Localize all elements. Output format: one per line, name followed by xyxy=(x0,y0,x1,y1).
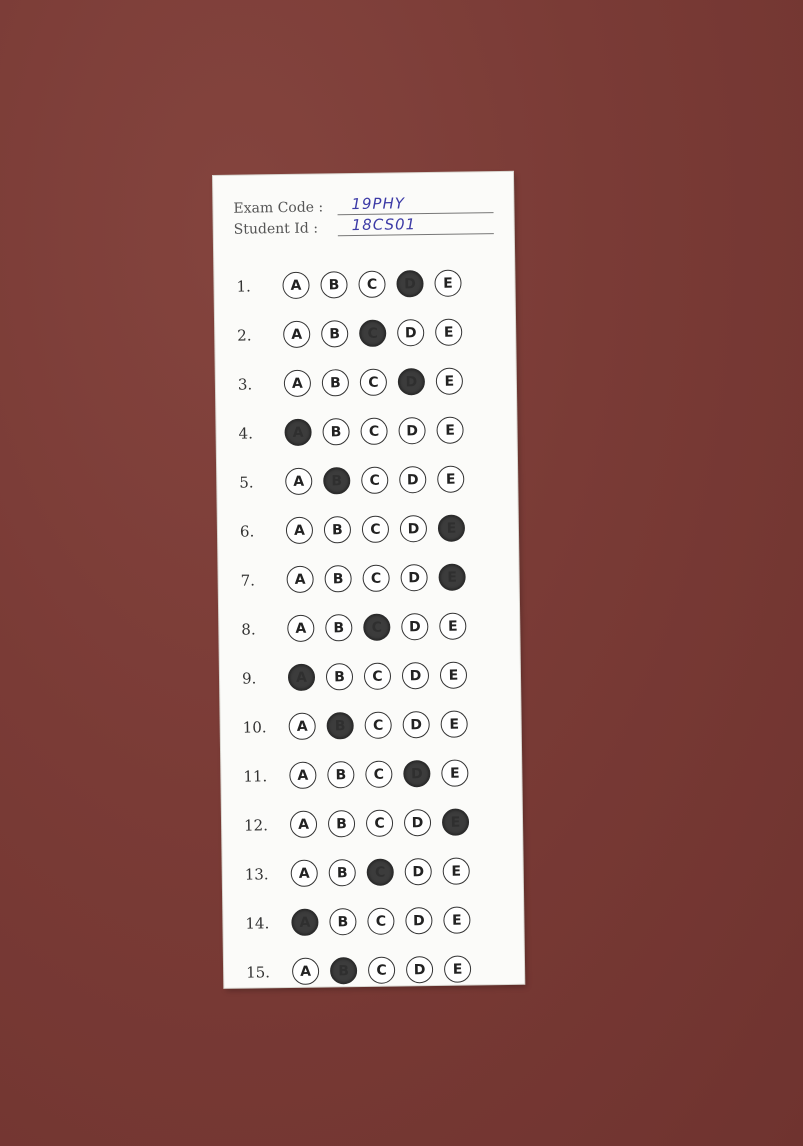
answer-bubble-a[interactable]: A xyxy=(286,517,313,544)
answer-bubble-d[interactable]: D xyxy=(398,417,425,444)
answer-bubble-b[interactable]: B xyxy=(324,565,351,592)
question-number: 2. xyxy=(237,325,252,345)
answer-bubble-a[interactable]: A xyxy=(287,615,314,642)
answer-bubble-c[interactable]: C xyxy=(366,810,393,837)
answer-bubble-b[interactable]: B xyxy=(329,908,356,935)
answer-bubble-c[interactable]: C xyxy=(362,565,389,592)
answer-bubble-b[interactable]: B xyxy=(327,712,354,739)
answer-bubble-e[interactable]: E xyxy=(439,613,466,640)
question-row xyxy=(245,895,482,947)
answer-bubble-e[interactable]: E xyxy=(436,368,463,395)
answer-bubble-b[interactable]: B xyxy=(329,859,356,886)
answer-bubble-d[interactable]: D xyxy=(396,270,423,297)
answer-bubble-d[interactable]: D xyxy=(401,613,428,640)
question-row xyxy=(243,748,480,800)
answer-bubble-e[interactable]: E xyxy=(444,955,471,982)
answer-bubble-a[interactable]: A xyxy=(283,321,310,348)
answer-bubble-a[interactable]: A xyxy=(292,958,319,985)
student-id-label: Student Id : xyxy=(233,220,319,238)
answer-bubble-d[interactable]: D xyxy=(404,809,431,836)
answer-bubble-c[interactable]: C xyxy=(364,712,391,739)
answer-bubble-d[interactable]: D xyxy=(400,564,427,591)
answer-bubble-e[interactable]: E xyxy=(442,808,469,835)
answer-bubble-a[interactable]: A xyxy=(288,664,315,691)
answer-bubble-d[interactable]: D xyxy=(402,711,429,738)
question-row xyxy=(239,454,476,506)
answer-bubble-b[interactable]: B xyxy=(325,614,352,641)
question-row xyxy=(242,650,479,702)
question-row xyxy=(242,699,479,751)
answer-bubble-b[interactable]: B xyxy=(324,516,351,543)
answer-bubble-e[interactable]: E xyxy=(440,662,467,689)
question-number: 13. xyxy=(244,864,269,884)
question-number: 14. xyxy=(245,913,270,933)
question-row xyxy=(240,503,477,555)
question-number: 4. xyxy=(238,423,254,443)
question-row xyxy=(237,307,474,359)
answer-bubble-e[interactable]: E xyxy=(438,515,465,542)
answer-bubble-d[interactable]: D xyxy=(405,907,432,934)
sheet-header xyxy=(233,192,494,238)
answer-bubble-a[interactable]: A xyxy=(284,370,311,397)
answer-bubble-b[interactable]: B xyxy=(328,810,355,837)
answer-bubble-c[interactable]: C xyxy=(360,369,387,396)
answer-bubble-c[interactable]: C xyxy=(358,271,385,298)
question-number: 12. xyxy=(243,815,269,835)
answer-bubble-c[interactable]: C xyxy=(363,614,390,641)
answer-bubble-d[interactable]: D xyxy=(405,858,432,885)
question-row xyxy=(244,846,481,898)
answer-bubble-c[interactable]: C xyxy=(364,663,391,690)
question-row xyxy=(244,797,481,849)
answer-bubble-b[interactable]: B xyxy=(320,271,347,298)
question-row xyxy=(246,944,483,996)
answer-bubble-e[interactable]: E xyxy=(441,759,468,786)
answer-bubble-b[interactable]: B xyxy=(322,369,349,396)
answer-bubble-c[interactable]: C xyxy=(368,957,395,984)
question-number: 9. xyxy=(241,668,257,688)
answer-bubble-d[interactable]: D xyxy=(397,319,424,346)
answer-bubble-c[interactable]: C xyxy=(359,320,386,347)
answer-bubble-d[interactable]: D xyxy=(403,760,430,787)
question-row xyxy=(238,405,475,457)
answer-bubble-c[interactable]: C xyxy=(365,761,392,788)
answer-bubble-e[interactable]: E xyxy=(435,319,462,346)
answer-bubble-a[interactable]: A xyxy=(291,909,318,936)
question-row xyxy=(240,552,477,604)
question-number: 5. xyxy=(239,472,254,492)
question-number: 1. xyxy=(236,276,251,296)
answer-bubble-d[interactable]: D xyxy=(406,956,433,983)
answer-bubble-a[interactable]: A xyxy=(286,566,313,593)
exam-code-label: Exam Code : xyxy=(233,199,324,217)
question-number: 7. xyxy=(240,570,256,590)
question-number: 6. xyxy=(239,521,255,541)
answer-bubble-b[interactable]: B xyxy=(330,957,357,984)
question-number: 8. xyxy=(241,619,256,639)
answer-bubble-d[interactable]: D xyxy=(402,662,429,689)
question-list xyxy=(236,258,482,996)
question-number: 3. xyxy=(237,374,253,394)
answer-bubble-a[interactable]: A xyxy=(284,419,311,446)
answer-bubble-a[interactable]: A xyxy=(289,713,316,740)
answer-bubble-e[interactable]: E xyxy=(443,857,470,884)
question-row xyxy=(238,356,475,408)
answer-bubble-d[interactable]: D xyxy=(400,515,427,542)
answer-bubble-c[interactable]: C xyxy=(360,418,387,445)
answer-bubble-b[interactable]: B xyxy=(327,761,354,788)
answer-bubble-a[interactable]: A xyxy=(291,860,318,887)
answer-bubble-b[interactable]: B xyxy=(322,418,349,445)
answer-bubble-c[interactable]: C xyxy=(362,516,389,543)
answer-bubble-b[interactable]: B xyxy=(323,467,350,494)
question-number: 10. xyxy=(242,717,267,737)
omr-answer-sheet xyxy=(213,172,524,988)
answer-bubble-e[interactable]: E xyxy=(437,466,464,493)
question-row xyxy=(236,258,473,310)
question-row xyxy=(241,601,478,653)
answer-bubble-d[interactable]: D xyxy=(398,368,425,395)
answer-bubble-e[interactable]: E xyxy=(434,270,461,297)
answer-bubble-b[interactable]: B xyxy=(326,663,353,690)
answer-bubble-a[interactable]: A xyxy=(282,272,309,299)
answer-bubble-e[interactable]: E xyxy=(440,710,467,737)
answer-bubble-c[interactable]: C xyxy=(367,859,394,886)
answer-bubble-b[interactable]: B xyxy=(321,320,348,347)
question-number: 11. xyxy=(243,766,268,786)
exam-code-value: 19PHY xyxy=(337,193,493,215)
exam-code-row xyxy=(233,192,493,217)
question-number: 15. xyxy=(245,962,271,982)
answer-bubble-a[interactable]: A xyxy=(289,762,316,789)
answer-bubble-c[interactable]: C xyxy=(367,908,394,935)
student-id-value: 18CS01 xyxy=(338,214,494,236)
student-id-row xyxy=(234,213,494,238)
answer-bubble-d[interactable]: D xyxy=(399,466,426,493)
answer-bubble-a[interactable]: A xyxy=(290,811,317,838)
answer-bubble-c[interactable]: C xyxy=(361,467,388,494)
answer-bubble-a[interactable]: A xyxy=(285,468,312,495)
answer-bubble-e[interactable]: E xyxy=(438,564,465,591)
answer-bubble-e[interactable]: E xyxy=(436,417,463,444)
answer-bubble-e[interactable]: E xyxy=(443,906,470,933)
